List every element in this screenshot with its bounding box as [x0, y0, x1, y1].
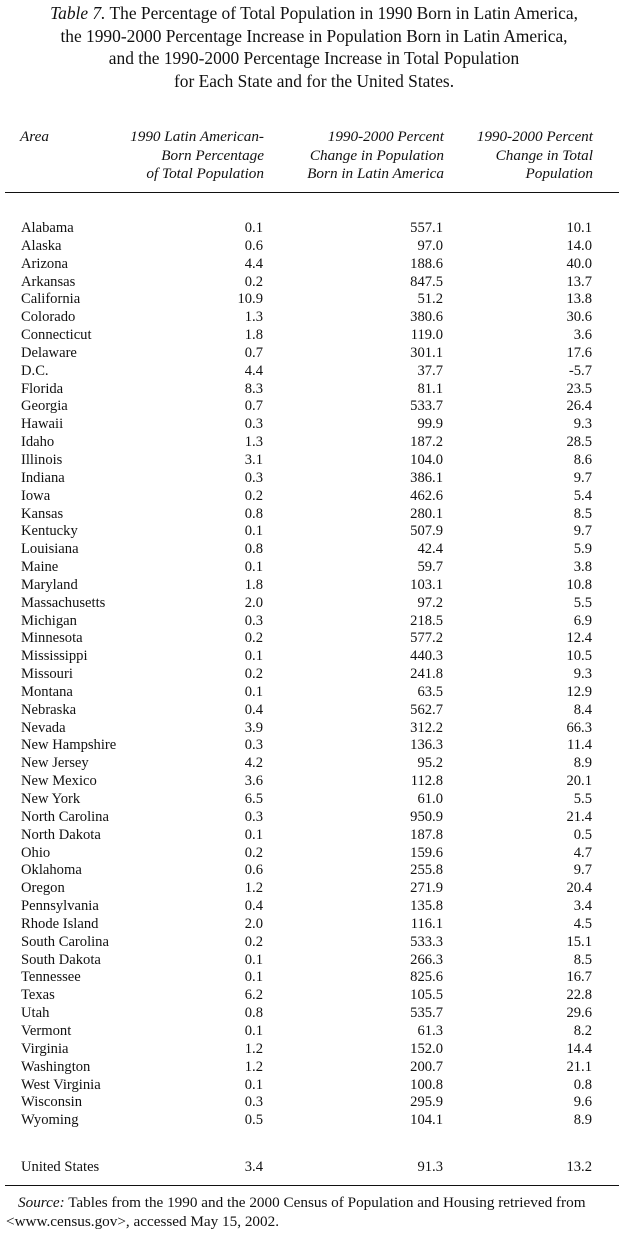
cell-total-change: 9.3 [573, 666, 592, 683]
cell-total-change: 9.3 [573, 416, 592, 433]
cell-area: Alabama [21, 220, 74, 236]
cell-area: Washington [21, 1058, 91, 1075]
column-header-line: of Total Population [146, 165, 264, 182]
table-row [0, 791, 628, 809]
table-row [0, 773, 628, 791]
cell-total-change: 10.1 [566, 220, 592, 236]
table-title [0, 2, 628, 92]
cell-latin-change: 562.7 [410, 701, 443, 718]
cell-latin-change: 51.2 [417, 291, 443, 308]
cell-latin-pct-1990: 0.1 [244, 559, 263, 576]
table-row [0, 1005, 628, 1023]
cell-latin-pct-1990: 1.8 [244, 327, 263, 344]
cell-latin-pct-1990: 0.7 [244, 398, 263, 415]
cell-latin-change: 847.5 [410, 273, 443, 290]
table-row [0, 398, 628, 416]
cell-total-change: 13.8 [566, 291, 592, 308]
cell-latin-pct-1990: 0.2 [244, 666, 263, 683]
cell-latin-change: 61.0 [417, 791, 443, 807]
table-row [0, 434, 628, 452]
table-row [0, 666, 628, 684]
cell-latin-pct-1990: 0.8 [244, 1005, 263, 1022]
cell-latin-pct-1990: 0.8 [244, 541, 263, 558]
cell-latin-pct-1990: 4.4 [244, 255, 263, 272]
cell-area: Utah [21, 1005, 50, 1022]
cell-area: North Carolina [21, 808, 109, 825]
cell-latin-change: 187.8 [410, 826, 443, 843]
cell-area: Nevada [21, 719, 66, 736]
table-row [0, 523, 628, 541]
cell-latin-change: 100.8 [410, 1076, 443, 1093]
cell-total-change: 11.4 [567, 737, 592, 754]
table-row [0, 684, 628, 702]
cell-area: Colorado [21, 309, 76, 326]
cell-area: Kansas [21, 505, 64, 522]
table-row [0, 309, 628, 327]
cell-latin-change: 136.3 [410, 737, 443, 754]
cell-total-change: 20.4 [566, 880, 592, 897]
cell-latin-pct-1990: 0.8 [244, 505, 263, 522]
cell-latin-pct-1990: 1.2 [244, 1058, 263, 1075]
cell-latin-pct-1990: 2.0 [244, 915, 263, 932]
cell-area: Maryland [21, 576, 78, 593]
cell-latin-pct-1990: 6.5 [244, 791, 263, 807]
cell-area: D.C. [21, 362, 49, 379]
cell-latin-change: 577.2 [410, 630, 443, 647]
cell-latin-change: 187.2 [410, 434, 443, 451]
table-row [0, 488, 628, 506]
cell-area: New York [21, 791, 81, 807]
title-line-3: and the 1990-2000 Percentage Increase in Total Population [108, 48, 520, 68]
table-row [0, 577, 628, 595]
column-header-line: Born Percentage [161, 146, 264, 164]
cell-latin-pct-1990: 0.6 [244, 237, 263, 254]
cell-area: Florida [21, 380, 64, 397]
table-row [0, 934, 628, 952]
cell-total-change: 4.7 [573, 844, 592, 861]
table-row [0, 256, 628, 274]
cell-area: Indiana [21, 469, 65, 486]
table-row [0, 969, 628, 987]
cell-total-change: 23.5 [566, 380, 592, 397]
table-row [0, 916, 628, 934]
cell-total-change: 12.4 [566, 630, 592, 647]
cell-latin-change: 59.7 [417, 559, 443, 576]
cell-total-change: 14.4 [566, 1040, 592, 1057]
cell-latin-pct-1990: 1.3 [244, 309, 263, 326]
cell-latin-pct-1990: 4.4 [244, 362, 263, 379]
cell-area: West Virginia [21, 1076, 101, 1093]
cell-latin-pct-1990: 8.3 [244, 380, 263, 397]
cell-total-change: 3.8 [573, 559, 592, 576]
cell-total-change: 0.8 [573, 1076, 592, 1093]
cell-latin-change: 119.0 [410, 327, 443, 344]
cell-total-change: 66.3 [566, 719, 592, 736]
cell-area: Idaho [21, 434, 55, 451]
table-row [0, 220, 628, 238]
table-row [0, 595, 628, 613]
table-row [0, 416, 628, 434]
column-header-line: Change in Population [309, 146, 444, 164]
cell-latin-pct-1990: 6.2 [244, 987, 263, 1004]
cell-total-change: 22.8 [566, 987, 592, 1004]
cell-latin-change: 188.6 [410, 255, 443, 272]
table-row [0, 363, 628, 381]
cell-latin-pct-1990: 0.2 [244, 487, 263, 504]
cell-latin-change: 535.7 [410, 1005, 443, 1022]
cell-latin-change: 61.3 [417, 1022, 443, 1039]
table-row [0, 898, 628, 916]
cell-total-change: 0.5 [573, 826, 592, 843]
cell-latin-change: 103.1 [410, 576, 443, 593]
cell-total-change: 12.9 [566, 683, 592, 700]
cell-total-change: 17.6 [566, 344, 592, 361]
title-line-1 [0, 2, 628, 25]
header-divider [5, 192, 619, 193]
cell-latin-pct-1990: 0.1 [244, 1076, 263, 1093]
table-row [0, 1112, 628, 1130]
table-row [0, 613, 628, 631]
cell-area: South Carolina [21, 933, 109, 950]
cell-latin-pct-1990: 0.3 [244, 1094, 263, 1111]
cell-latin-change: 63.5 [417, 683, 443, 700]
cell-total-change: 8.6 [573, 451, 592, 468]
cell-latin-pct-1990: 0.2 [244, 844, 263, 861]
cell-latin-change: 950.9 [410, 808, 443, 825]
table-row [0, 755, 628, 773]
cell-area: Virginia [21, 1040, 69, 1057]
cell-latin-pct-1990: 0.1 [244, 1022, 263, 1039]
title-line-2: the 1990-2000 Percentage Increase in Population Born in Latin America, [60, 25, 568, 46]
cell-latin-change: 81.1 [417, 380, 443, 397]
cell-latin-pct-1990: 0.2 [244, 273, 263, 290]
title-line-1-text: The Percentage of Total Population in 1990 Born in Latin America, [105, 3, 578, 23]
cell-total-change: 9.7 [573, 469, 592, 486]
cell-total-change: 3.4 [573, 898, 592, 915]
column-header-area: Area [20, 128, 49, 145]
table-row [0, 648, 628, 666]
table-row-united-states [0, 1158, 628, 1176]
cell-area: New Hampshire [21, 737, 117, 754]
cell-area: Vermont [21, 1022, 72, 1039]
cell-area: Missouri [21, 666, 73, 683]
cell-latin-pct-1990: 0.1 [244, 826, 263, 843]
cell-area: Montana [21, 683, 73, 700]
table-row [0, 1077, 628, 1095]
cell-total-change: 6.9 [573, 612, 592, 629]
table-row [0, 862, 628, 880]
cell-area: Oklahoma [21, 862, 82, 879]
cell-total-change: 20.1 [566, 773, 592, 790]
cell-latin-pct-1990: 3.9 [244, 719, 263, 736]
cell-total-change: 13.2 [566, 1159, 592, 1175]
cell-latin-change: 295.9 [410, 1094, 443, 1111]
title-line-4: for Each State and for the United States. [173, 70, 455, 91]
cell-latin-pct-1990: 0.1 [244, 951, 263, 968]
cell-total-change: 14.0 [566, 237, 592, 254]
cell-latin-change: 280.1 [410, 505, 443, 522]
cell-latin-pct-1990: 3.1 [244, 451, 263, 468]
cell-latin-pct-1990: 0.1 [244, 648, 263, 665]
cell-total-change: 8.2 [573, 1022, 592, 1039]
cell-latin-change: 266.3 [410, 951, 443, 968]
cell-latin-change: 91.3 [417, 1159, 443, 1175]
table-row [0, 737, 628, 755]
cell-latin-change: 218.5 [410, 612, 443, 629]
cell-area: Illinois [21, 451, 63, 468]
cell-latin-change: 301.1 [410, 344, 443, 361]
cell-latin-change: 105.5 [410, 987, 443, 1004]
table-row [0, 274, 628, 292]
cell-latin-pct-1990: 0.2 [244, 630, 263, 647]
cell-latin-change: 104.1 [410, 1112, 443, 1129]
cell-latin-pct-1990: 0.3 [244, 612, 263, 629]
cell-latin-pct-1990: 2.0 [244, 594, 263, 611]
table-row [0, 559, 628, 577]
cell-latin-pct-1990: 0.3 [244, 469, 263, 486]
cell-latin-pct-1990: 1.2 [244, 1040, 263, 1057]
cell-latin-pct-1990: 0.1 [244, 683, 263, 700]
cell-total-change: 9.7 [573, 862, 592, 879]
cell-area: Hawaii [21, 416, 64, 433]
column-header-latin-change [278, 128, 444, 184]
cell-area: Massachusetts [21, 594, 106, 611]
cell-area: Louisiana [21, 541, 79, 558]
cell-latin-pct-1990: 3.4 [244, 1159, 263, 1175]
cell-area: Minnesota [21, 630, 83, 647]
cell-total-change: 15.1 [566, 933, 592, 950]
cell-total-change: 21.1 [566, 1058, 592, 1075]
cell-latin-pct-1990: 1.8 [244, 576, 263, 593]
cell-latin-change: 557.1 [410, 220, 443, 236]
cell-latin-change: 533.3 [410, 933, 443, 950]
cell-area: Georgia [21, 398, 68, 415]
cell-latin-pct-1990: 4.2 [244, 755, 263, 772]
table-row [0, 987, 628, 1005]
table-row [0, 952, 628, 970]
cell-area: Tennessee [21, 969, 81, 986]
table-row [0, 827, 628, 845]
cell-latin-change: 271.9 [410, 880, 443, 897]
cell-total-change: 30.6 [566, 309, 592, 326]
source-text: Tables from the 1990 and the 2000 Census of Population and Housing retrieved from <www.census.gov>, accessed May 15, 2002. [6, 1194, 586, 1230]
table-row [0, 1023, 628, 1041]
table-row [0, 506, 628, 524]
cell-latin-change: 440.3 [410, 648, 443, 665]
cell-total-change: 3.6 [573, 327, 592, 344]
cell-total-change: 40.0 [566, 255, 592, 272]
column-header-total-change [452, 128, 593, 184]
table-body [0, 220, 628, 1130]
source-note [6, 1193, 614, 1231]
cell-total-change: 8.4 [573, 701, 592, 718]
cell-latin-change: 159.6 [410, 844, 443, 861]
cell-area: United States [21, 1159, 100, 1175]
cell-latin-change: 507.9 [410, 523, 443, 540]
cell-latin-pct-1990: 0.4 [244, 701, 263, 718]
cell-total-change: 16.7 [566, 969, 592, 986]
column-header-line: Population [525, 165, 593, 182]
column-header-line: Born in Latin America [307, 165, 444, 182]
cell-latin-pct-1990: 3.6 [244, 773, 263, 790]
cell-total-change: -5.7 [568, 362, 592, 379]
cell-area: New Mexico [21, 773, 97, 790]
table-row [0, 880, 628, 898]
cell-latin-change: 104.0 [410, 451, 443, 468]
cell-total-change: 9.6 [573, 1094, 592, 1111]
cell-total-change: 29.6 [566, 1005, 592, 1022]
footer-divider [5, 1185, 619, 1186]
cell-area: South Dakota [21, 951, 101, 968]
column-header-line: 1990-2000 Percent [327, 128, 444, 145]
cell-total-change: 28.5 [566, 434, 592, 451]
cell-latin-change: 112.8 [410, 773, 443, 790]
cell-area: Maine [21, 559, 59, 576]
column-header-line: 1990-2000 Percent [476, 128, 593, 145]
table-row [0, 238, 628, 256]
cell-latin-pct-1990: 1.3 [244, 434, 263, 451]
cell-total-change: 26.4 [566, 398, 592, 415]
cell-area: California [21, 291, 81, 308]
cell-total-change: 4.5 [573, 915, 592, 932]
cell-total-change: 8.9 [573, 755, 592, 772]
cell-latin-change: 533.7 [410, 398, 443, 415]
cell-area: Wisconsin [21, 1094, 83, 1111]
cell-area: Connecticut [21, 327, 92, 344]
cell-latin-change: 97.0 [417, 237, 443, 254]
cell-latin-change: 380.6 [410, 309, 443, 326]
cell-latin-change: 135.8 [410, 898, 443, 915]
cell-latin-change: 241.8 [410, 666, 443, 683]
cell-area: Iowa [21, 487, 51, 504]
cell-area: Kentucky [21, 523, 78, 540]
cell-total-change: 5.5 [573, 594, 592, 611]
cell-area: Ohio [21, 844, 51, 861]
cell-total-change: 5.4 [573, 487, 592, 504]
table-row [0, 702, 628, 720]
cell-latin-change: 97.2 [417, 594, 443, 611]
column-header-latin-pct-1990 [112, 128, 264, 184]
cell-area: New Jersey [21, 755, 89, 772]
cell-area: North Dakota [21, 826, 101, 843]
cell-total-change: 8.9 [573, 1112, 592, 1129]
cell-total-change: 10.8 [566, 576, 592, 593]
cell-total-change: 13.7 [566, 273, 592, 290]
cell-latin-change: 116.1 [410, 915, 443, 932]
cell-total-change: 10.5 [566, 648, 592, 665]
cell-latin-pct-1990: 0.5 [244, 1112, 263, 1129]
cell-latin-pct-1990: 0.4 [244, 898, 263, 915]
table-row [0, 345, 628, 363]
cell-latin-change: 312.2 [410, 719, 443, 736]
cell-latin-pct-1990: 0.3 [244, 416, 263, 433]
cell-latin-change: 825.6 [410, 969, 443, 986]
table-row [0, 381, 628, 399]
cell-area: Rhode Island [21, 915, 99, 932]
cell-latin-change: 200.7 [410, 1058, 443, 1075]
source-label: Source: [18, 1194, 65, 1211]
cell-latin-change: 255.8 [410, 862, 443, 879]
table-number-label: Table 7. [50, 3, 106, 23]
cell-latin-pct-1990: 0.1 [244, 523, 263, 540]
cell-total-change: 5.9 [573, 541, 592, 558]
cell-area: Alaska [21, 237, 62, 254]
table-row [0, 291, 628, 309]
cell-total-change: 5.5 [573, 791, 592, 807]
cell-total-change: 8.5 [573, 951, 592, 968]
cell-latin-change: 95.2 [417, 755, 443, 772]
cell-area: Oregon [21, 880, 65, 897]
cell-area: Pennsylvania [21, 898, 99, 915]
table-row [0, 845, 628, 863]
cell-latin-pct-1990: 0.6 [244, 862, 263, 879]
cell-latin-change: 152.0 [410, 1040, 443, 1057]
column-header-line: 1990 Latin American- [130, 128, 264, 145]
cell-area: Delaware [21, 344, 77, 361]
cell-latin-change: 37.7 [417, 362, 443, 379]
cell-latin-pct-1990: 0.2 [244, 933, 263, 950]
cell-area: Mississippi [21, 648, 88, 665]
cell-area: Texas [21, 987, 55, 1004]
cell-area: Nebraska [21, 701, 77, 718]
cell-latin-change: 99.9 [417, 416, 443, 433]
cell-latin-pct-1990: 10.9 [237, 291, 263, 308]
cell-latin-change: 462.6 [410, 487, 443, 504]
cell-total-change: 8.5 [573, 505, 592, 522]
table-row [0, 720, 628, 738]
cell-latin-pct-1990: 0.1 [244, 220, 263, 236]
table-row [0, 470, 628, 488]
table-row [0, 809, 628, 827]
cell-total-change: 21.4 [566, 808, 592, 825]
table-row [0, 630, 628, 648]
cell-latin-pct-1990: 1.2 [244, 880, 263, 897]
table-row [0, 327, 628, 345]
table-row [0, 1059, 628, 1077]
cell-area: Arizona [21, 255, 69, 272]
cell-latin-pct-1990: 0.3 [244, 808, 263, 825]
table-row [0, 1041, 628, 1059]
column-header-line: Change in Total [495, 146, 593, 164]
table-row [0, 452, 628, 470]
cell-area: Arkansas [21, 273, 76, 290]
cell-latin-pct-1990: 0.1 [244, 969, 263, 986]
cell-latin-pct-1990: 0.3 [244, 737, 263, 754]
cell-total-change: 9.7 [573, 523, 592, 540]
cell-area: Wyoming [21, 1112, 79, 1129]
table-row [0, 541, 628, 559]
cell-latin-change: 386.1 [410, 469, 443, 486]
cell-area: Michigan [21, 612, 77, 629]
cell-latin-pct-1990: 0.7 [244, 344, 263, 361]
cell-latin-change: 42.4 [417, 541, 443, 558]
table-row [0, 1094, 628, 1112]
